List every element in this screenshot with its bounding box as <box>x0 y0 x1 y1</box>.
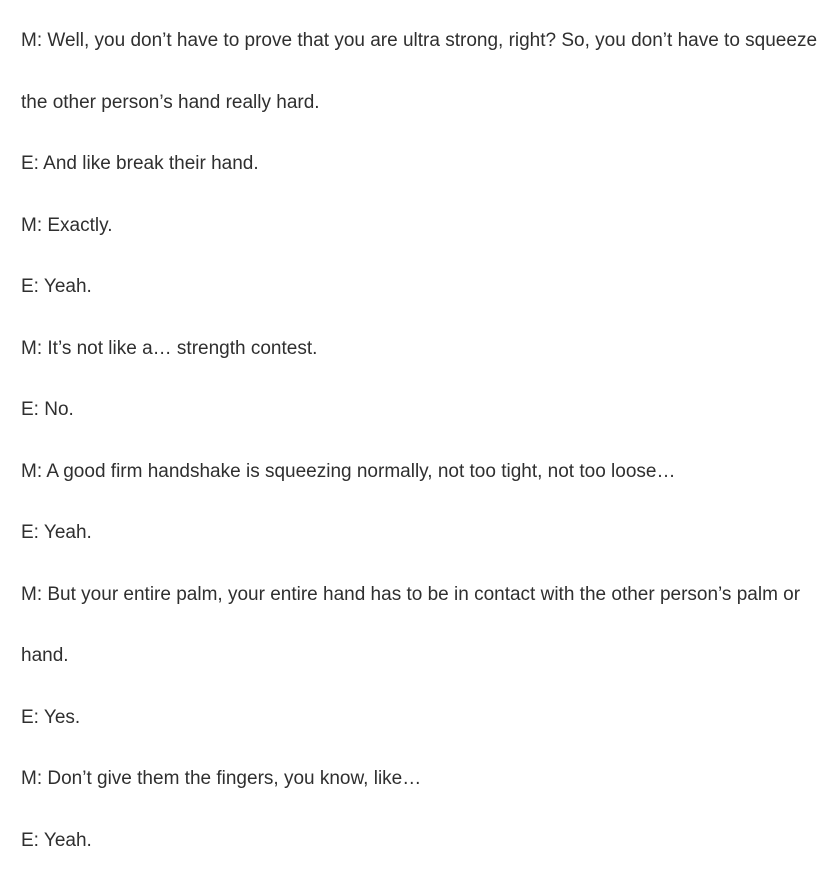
dialogue-line: E: Yeah. <box>21 810 826 871</box>
dialogue-line: E: Yeah. <box>21 502 826 564</box>
dialogue-line: E: Yeah. <box>21 256 826 318</box>
dialogue-line: E: Yes. <box>21 687 826 749</box>
dialogue-line: M: Don’t give them the fingers, you know, like… <box>21 748 826 810</box>
dialogue-line: M: Exactly. <box>21 195 826 257</box>
dialogue-line: M: But your entire palm, your entire hand has to be in contact with the other person’s palm or hand. <box>21 564 826 687</box>
dialogue-line: M: A good firm handshake is squeezing normally, not too tight, not too loose… <box>21 441 826 503</box>
dialogue-line: M: It’s not like a… strength contest. <box>21 318 826 380</box>
dialogue-line: M: Well, you don’t have to prove that you are ultra strong, right? So, you don’t have to squeeze the other person’s hand really hard. <box>21 10 826 133</box>
dialogue-line: E: No. <box>21 379 826 441</box>
transcript <box>21 10 826 871</box>
dialogue-line: E: And like break their hand. <box>21 133 826 195</box>
